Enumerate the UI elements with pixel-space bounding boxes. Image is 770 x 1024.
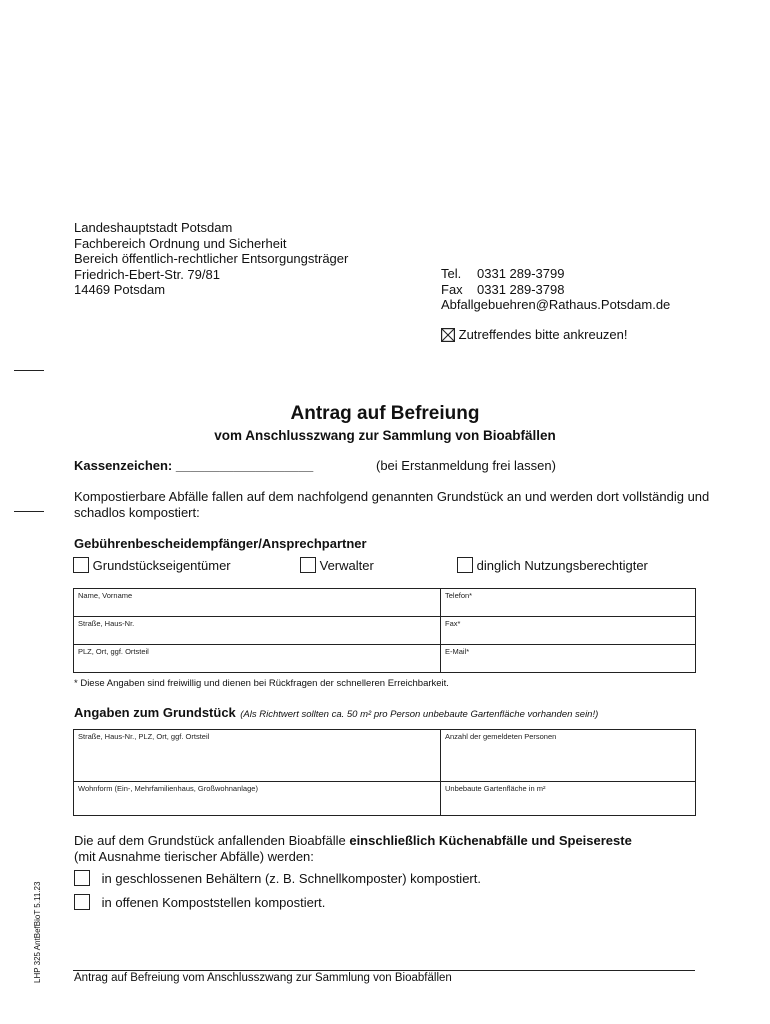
name-field[interactable] [74, 589, 441, 617]
sender-line: Friedrich-Ebert-Str. 79/81 [74, 266, 220, 282]
sender-line: 14469 Potsdam [74, 282, 166, 297]
fax-value: 0331 289-3798 [477, 281, 565, 297]
field-label: Unbebaute Gartenfläche in m² [445, 784, 546, 793]
property-heading-row [74, 704, 598, 722]
side-form-code: LHP 325 AntBefBioT 5.11.23 [33, 881, 42, 983]
intro-text: Kompostierbare Abfälle fallen auf dem nachfolgend genannten Grundstück an und werden dort vollständig und schadlos kompostiert: [74, 489, 710, 520]
wohnform-field[interactable] [74, 782, 441, 816]
compost-text-bold: einschließlich Küchenabfälle und Speisereste [349, 833, 632, 848]
plz-field[interactable] [74, 645, 441, 673]
checkbox[interactable] [73, 557, 89, 573]
option-label: in geschlossenen Behältern (z. B. Schnellkomposter) kompostiert. [101, 871, 481, 886]
email-link[interactable]: Abfallgebuehren@Rathaus.Potsdam.de [441, 297, 671, 312]
field-label: Anzahl der gemeldeten Personen [445, 732, 557, 741]
footer-text: Antrag auf Befreiung vom Anschlusszwang zur Sammlung von Bioabfällen [74, 972, 452, 984]
tel-value: 0331 289-3799 [477, 266, 565, 281]
option-label: dinglich Nutzungsberechtigter [476, 558, 648, 573]
field-label: PLZ, Ort, ggf. Ortsteil [78, 647, 149, 656]
option-beneficiary[interactable] [457, 557, 648, 574]
checkbox[interactable] [74, 870, 90, 886]
tel-label: Tel. [441, 266, 462, 281]
fax-field[interactable] [441, 617, 696, 645]
option-label: Verwalter [319, 558, 374, 573]
checkbox[interactable] [74, 894, 90, 910]
recipient-heading: Gebührenbescheidempfänger/Ansprechpartner [74, 536, 367, 551]
sender-line: Landeshauptstadt Potsdam [74, 220, 233, 235]
compost-text-b: (mit Ausnahme tierischer Abfälle) werden: [74, 848, 314, 864]
contact-block [441, 266, 670, 313]
option-label: Grundstückseigentümer [92, 558, 231, 573]
page-subtitle: vom Anschlusszwang zur Sammlung von Bioabfällen [214, 428, 556, 443]
footer-rule [73, 970, 695, 971]
property-heading: Angaben zum Grundstück [74, 705, 236, 720]
kassenzeichen-label: Kassenzeichen: ___________________ [74, 458, 314, 473]
field-label: Telefon* [445, 591, 473, 600]
street-field[interactable] [74, 617, 441, 645]
crossed-checkbox-icon [441, 328, 455, 342]
field-label: Straße, Haus-Nr. [78, 619, 135, 628]
kassenzeichen-note: (bei Erstanmeldung frei lassen) [376, 458, 556, 473]
hint-text: Zutreffendes bitte ankreuzen! [458, 327, 628, 342]
checkbox[interactable] [457, 557, 473, 573]
field-label: Straße, Haus-Nr., PLZ, Ort, ggf. Ortsteil [78, 732, 210, 741]
compost-text-a: Die auf dem Grundstück anfallenden Bioabfälle [74, 833, 350, 848]
field-label: Fax* [445, 619, 461, 628]
compost-option-open[interactable] [74, 894, 325, 911]
email-field[interactable] [441, 645, 696, 673]
field-label: Wohnform (Ein-, Mehrfamilienhaus, Großwohnanlage) [78, 784, 258, 793]
sender-address [74, 220, 348, 298]
property-address-field[interactable] [74, 730, 441, 782]
option-manager[interactable] [300, 557, 374, 574]
sender-line: Fachbereich Ordnung und Sicherheit [74, 235, 287, 251]
property-table [73, 729, 696, 816]
persons-field[interactable] [441, 730, 696, 782]
field-label: E-Mail* [445, 647, 470, 656]
fold-mark-top [14, 370, 44, 371]
compost-text [74, 833, 724, 864]
hint-line [441, 327, 628, 343]
option-owner[interactable] [73, 557, 231, 574]
fax-label: Fax [441, 281, 463, 297]
recipient-table [73, 588, 696, 673]
garden-area-field[interactable] [441, 782, 696, 816]
page-title: Antrag auf Befreiung [290, 403, 480, 424]
field-label: Name, Vorname [78, 591, 133, 600]
telefon-field[interactable] [441, 589, 696, 617]
option-label: in offenen Kompoststellen kompostiert. [101, 895, 326, 910]
checkbox[interactable] [300, 557, 316, 573]
property-heading-note: (Als Richtwert sollten ca. 50 m² pro Person unbebaute Gartenfläche vorhanden sein!) [240, 709, 599, 720]
footnote: * Diese Angaben sind freiwillig und dienen bei Rückfragen der schnelleren Erreichbarkeit. [74, 678, 449, 689]
compost-option-closed[interactable] [74, 870, 481, 887]
sender-line: Bereich öffentlich-rechtlicher Entsorgungsträger [74, 251, 349, 266]
fold-mark-middle [14, 511, 44, 512]
